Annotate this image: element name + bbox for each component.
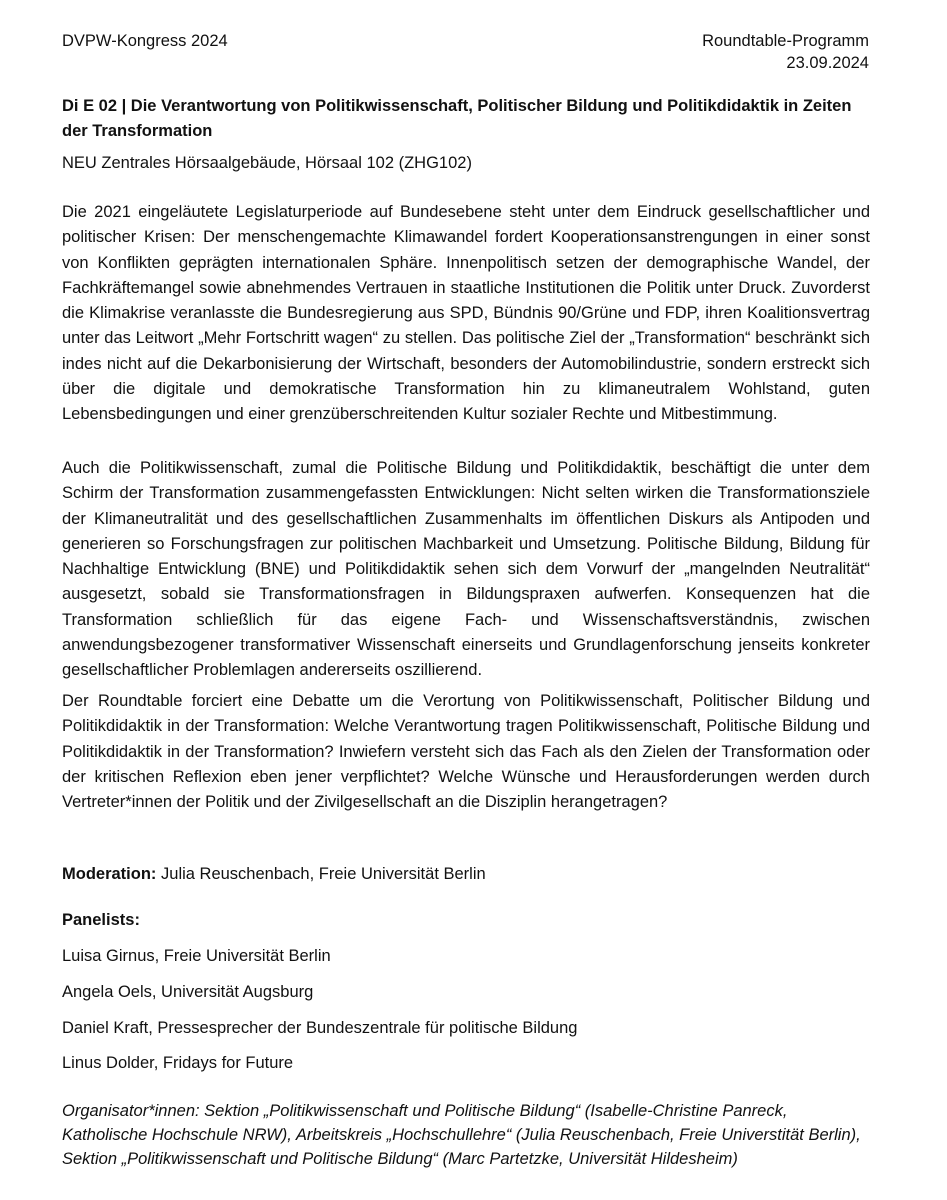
moderation-label: Moderation: [62,865,157,883]
moderation-value: Julia Reuschenbach, Freie Universität Berlin [161,865,486,883]
panelist-item: Luisa Girnus, Freie Universität Berlin [62,947,331,965]
session-title: Di E 02 | Die Verantwortung von Politikwissenschaft, Politischer Bildung und Politikdidaktik in Zeiten der Transformation [62,97,852,140]
panelist-item: Linus Dolder, Fridays for Future [62,1054,294,1072]
paragraph-2: Auch die Politikwissenschaft, zumal die Politische Bildung und Politikdidaktik, beschäftigt die unter dem Schirm der Transformation zusammengefassten Entwicklungen: Nicht selten wirken die Transformationsziele der Klimaneutralität und des gesellschaftlichen Zusammenhalts im öffentlichen Diskurs als Antipoden und generieren so Forschungsfragen zur politischen Machbarkeit und Umsetzung. Politische Bildung, Bildung für Nachhaltige Entwicklung (BNE) und Politikdidaktik sehen sich dem Vorwurf der „mangelnden Neutralität“ ausgesetzt, sobald sie Transformationsfragen in Bildungspraxen aufwerfen. Konsequenzen hat die Transformation schließlich für das eigene Fach- und Wissenschaftsverständnis, zwischen anwendungsbezogener transformativer Wissenschaft einerseits und Grundlagenforschung jenseits konkreter gesellschaftlicher Problemlagen andererseits oszillierend. [62,459,870,680]
panelists-heading: Panelists: [62,911,140,929]
session-venue: NEU Zentrales Hörsaalgebäude, Hörsaal 102 (ZHG102) [62,154,472,172]
header-conference: DVPW-Kongress 2024 [62,32,228,50]
paragraph-3: Der Roundtable forciert eine Debatte um die Verortung von Politikwissenschaft, Politischer Bildung und Politikdidaktik in der Transformation: Welche Verantwortung tragen Politikwissenschaft, Politische Bildung und Politikdidaktik in der Transformation? Inwiefern versteht sich das Fach als den Zielen der Transformation oder der kritischen Reflexion eben jener verpflichtet? Welche Wünsche und Herausforderungen werden durch Vertreter*innen der Politik und der Zivilgesellschaft an die Disziplin herangetragen? [62,692,870,812]
moderation-line [62,863,486,885]
header-date: 23.09.2024 [786,54,869,72]
panelist-item: Daniel Kraft, Pressesprecher der Bundeszentrale für politische Bildung [62,1019,578,1037]
organizers-note: Organisator*innen: Sektion „Politikwissenschaft und Politische Bildung“ (Isabelle-Christine Panreck, Katholische Hochschule NRW), Arbeitskreis „Hochschullehre“ (Julia Reuschenbach, Freie Universtität Berlin), Sektion „Politikwissenschaft und Politische Bildung“ (Marc Partetzke, Universität Hildesheim) [62,1102,861,1168]
header-program-type: Roundtable-Programm [702,32,869,50]
header-program-info [702,30,869,74]
panelist-item: Angela Oels, Universität Augsburg [62,983,314,1001]
paragraph-1: Die 2021 eingeläutete Legislaturperiode auf Bundesebene steht unter dem Eindruck gesellschaftlicher und politischer Krisen: Der menschengemachte Klimawandel fordert Kooperationsanstrengungen in einer sonst von Konflikten geprägten internationalen Sphäre. Innenpolitisch setzen der demographische Wandel, der Fachkräftemangel sowie abnehmendes Vertrauen in staatliche Institutionen die Politik unter Druck. Zuvorderst die Klimakrise veranlasste die Bundesregierung aus SPD, Bündnis 90/Grüne und FDP, ihren Koalitionsvertrag unter das Leitwort „Mehr Fortschritt wagen“ zu stellen. Das politische Ziel der „Transformation“ beschränkt sich indes nicht auf die Dekarbonisierung der Wirtschaft, besonders der Automobilindustrie, sondern erstreckt sich über die digitale und demokratische Transformation hin zu klimaneutralem Wohlstand, guten Lebensbedingungen und einer grenzüberschreitenden Kultur sozialer Rechte und Mitbestimmung. [62,203,870,424]
